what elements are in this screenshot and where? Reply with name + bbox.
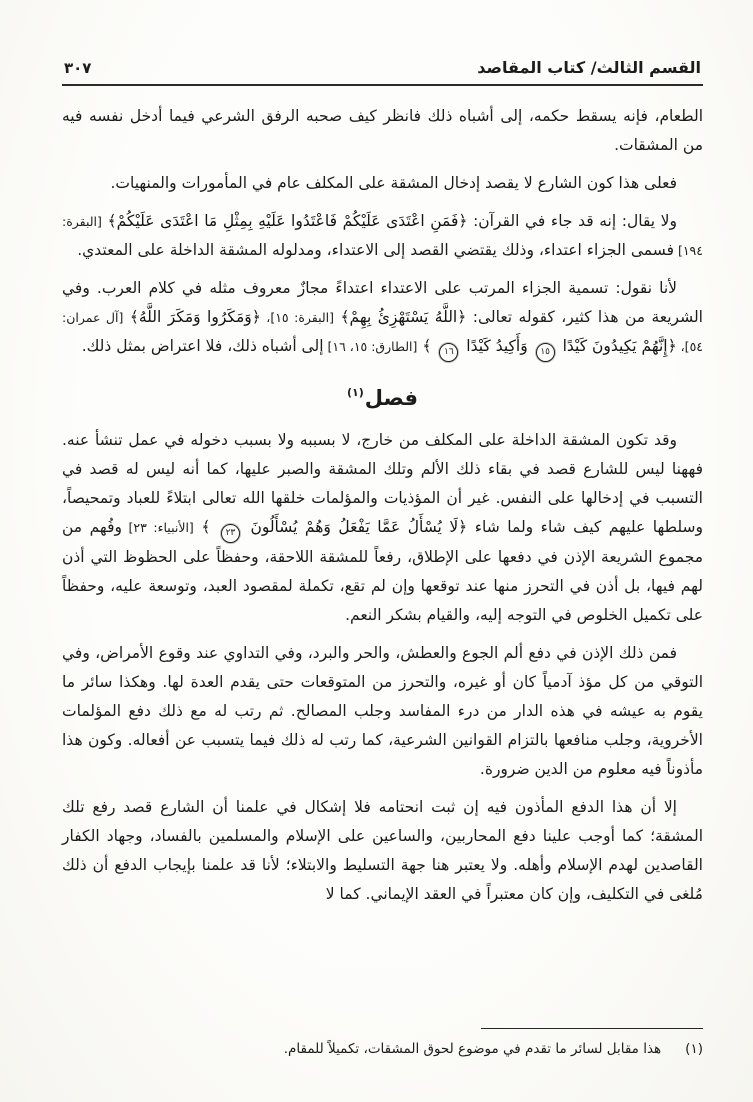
- page-header: [62, 58, 703, 77]
- quran-verse: ﴾: [422, 337, 432, 355]
- paragraph: [62, 207, 703, 265]
- page-number: ٣٠٧: [64, 59, 92, 77]
- body-text-run: فمن ذلك الإذن في دفع ألم الجوع والعطش، والحر والبرد، وفي التداوي عند وقوع الأمراض، وفي التوقي من كل مؤذ آدمياً كان أو غيره، والتحرز من المتوقعات حتى يقدم العدة لها. وهكذا سائر ما يقوم به عيشه في هذه الدار من درء المفاسد وجلب المصالح. ثم رتب له مع ذلك دفع المؤلمات الأخروية، وجلب منافعها بالتزام القوانين الشرعية، كما رتب له ذلك فيما يتسبب عن أفعاله. وكون هذا مأذوناً فيه معلوم من الدين ضرورة.: [62, 644, 703, 778]
- section-heading-label: فصل: [364, 386, 418, 410]
- footnote-text: هذا مقابل لسائر ما تقدم في موضوع لحوق المشقات، تكميلاً للمقام.: [283, 1041, 662, 1057]
- quran-verse: وَأَكِيدُ كَيْدًا: [466, 337, 528, 355]
- quran-verse: ﴿اللَّهُ يَسْتَهْزِئُ بِهِمْ﴾: [340, 308, 467, 326]
- footnote-list: [62, 1038, 703, 1060]
- body-text-run: وفُهم من مجموع الشريعة الإذن في دفعها على الإطلاق، رفعاً للمشقة اللاحقة، وحفظاً على الحظوظ التي أذن لهم فيها، بل أذن في التحرز منها عند توقعها وإن لم تقع، تكملة لمقصود العبد، وتوسعة عليه، وحفظاً على تكميل الخلوص في التوجه إليه، والقيام بشكر النعم.: [62, 518, 703, 624]
- body-text-run: ولا يقال: إنه قد جاء في القرآن:: [467, 212, 678, 230]
- body-text-run: الطعام، فإنه يسقط حكمه، إلى أشباه ذلك فانظر كيف صحبه الرفق الشرعي فيما أدخل نفسه فيه من المشقات.: [62, 107, 703, 154]
- paragraph: [62, 169, 703, 198]
- quran-verse: ﴿وَمَكَرُوا وَمَكَرَ اللَّهُ﴾: [129, 308, 261, 326]
- verse-reference: [الطارق: ١٥، ١٦]: [323, 339, 418, 354]
- body-text-run: لأنا نقول: تسمية الجزاء المرتب على الاعتداء اعتداءً مجازٌ معروف مثله في كلام العرب. وفي الشريعة من هذا كثير، كقوله تعالى:: [62, 279, 703, 326]
- body-text: [62, 102, 703, 918]
- section-heading: [62, 378, 703, 413]
- header-divider: [62, 84, 703, 86]
- ayah-number-marker: ٢٣: [221, 524, 240, 543]
- verse-reference: [البقرة: ١٩٤]: [62, 214, 703, 258]
- paragraph: [62, 639, 703, 784]
- quran-verse: ﴿لَا يُسْأَلُ عَمَّا يَفْعَلُ وَهُمْ يُسْأَلُونَ: [250, 518, 468, 536]
- footnote: [62, 1038, 703, 1060]
- ayah-number-marker: ١٥: [536, 343, 555, 362]
- paragraph: [62, 793, 703, 909]
- footnote-divider: [481, 1028, 703, 1029]
- body-text-run: فعلى هذا كون الشارع لا يقصد إدخال المشقة على المكلف عام في المأمورات والمنهيات.: [110, 174, 677, 192]
- footnote-area: [62, 1022, 703, 1060]
- verse-reference: [الأنبياء: ٢٣]: [121, 520, 194, 535]
- footnote-marker: (١): [685, 1041, 703, 1057]
- ayah-number-marker: ١٦: [439, 343, 458, 362]
- header-section-title: القسم الثالث/ كتاب المقاصد: [477, 58, 701, 77]
- quran-verse: ﴿إِنَّهُمْ يَكِيدُونَ كَيْدًا: [562, 337, 677, 355]
- paragraph: [62, 102, 703, 160]
- body-text-run: وقد تكون المشقة الداخلة على المكلف من خارج، لا بسببه ولا بسبب دخوله في عمل تنشأ عنه. فههنا ليس للشارع قصد في بقاء ذلك الألم وتلك المشقة والصبر عليها، كما أنه ليس له قصد في التسبب في إدخالها على النفس. غير أن المؤذيات والمؤلمات خلقها الله تعالى ابتلاءً للعباد وتمحيصاً، وسلطها عليهم كيف شاء ولما شاء: [62, 431, 703, 536]
- verse-reference: [البقرة: ١٥]،: [260, 310, 335, 325]
- verse-reference: [آل عمران: ٥٤]،: [62, 310, 703, 354]
- paragraph: [62, 426, 703, 630]
- quran-verse: ﴿فَمَنِ اعْتَدَى عَلَيْكُمْ فَاعْتَدُوا عَلَيْهِ بِمِثْلِ مَا اعْتَدَى عَلَيْكُمْ﴾: [107, 212, 468, 230]
- heading-footnote-ref: (١): [347, 386, 364, 399]
- body-text-run: إلى أشباه ذلك، فلا اعتراض بمثل ذلك.: [81, 337, 324, 355]
- paragraph: [62, 274, 703, 362]
- body-text-run: فسمى الجزاء اعتداء، وذلك يقتضي القصد إلى الاعتداء، ومدلوله المشقة الداخلة على المعتدي.: [77, 241, 674, 259]
- body-text-run: إلا أن هذا الدفع المأذون فيه إن ثبت انحتامه فلا إشكال في علمنا أن الشارع قصد رفع تلك المشقة؛ كما أوجب علينا دفع المحاربين، والساعين على الإسلام والمسلمين بالفساد، وجهاد الكفار القاصدين لهدم الإسلام وأهله. ولا يعتبر هنا جهة التسليط والابتلاء؛ لأنا قد علمنا بإيجاب الدفع أن ذلك مُلغى في التكليف، وإن كان معتبراً في العقد الإيماني. كما لا: [62, 798, 703, 903]
- quran-verse: ﴾: [201, 518, 211, 536]
